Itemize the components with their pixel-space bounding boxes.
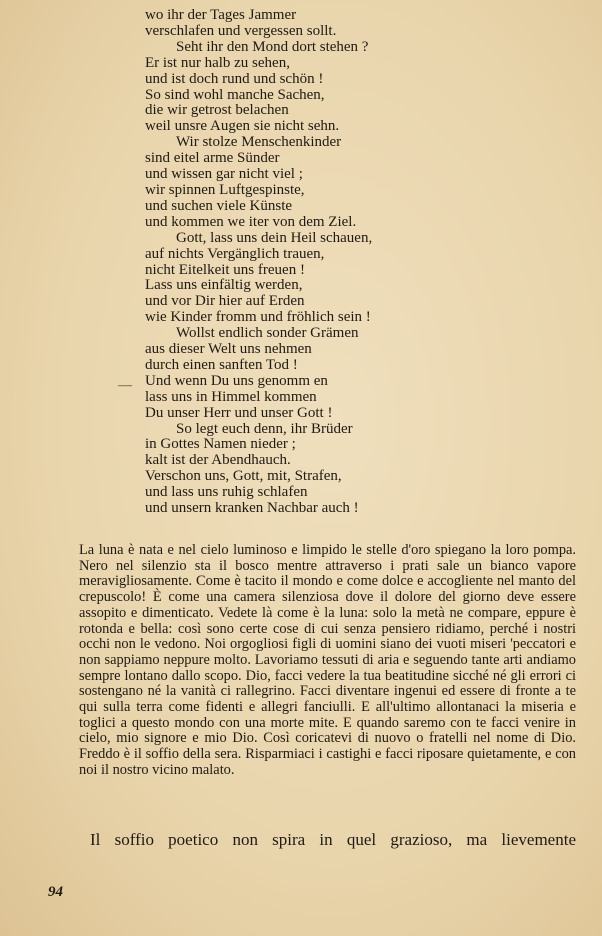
poem-line: wie Kinder fromm und fröhlich sein ! bbox=[145, 309, 371, 326]
poem-line: Du unser Herr und unser Gott ! bbox=[145, 404, 333, 421]
poem-line: Wir stolze Menschenkinder bbox=[176, 134, 342, 151]
poem-line: und lass uns ruhig schlafen bbox=[145, 484, 308, 501]
poem-line: Verschon uns, Gott, mit, Strafen, bbox=[145, 468, 342, 485]
poem-line: und ist doch rund und schön ! bbox=[145, 70, 324, 87]
poem-line: auf nichts Vergänglich trauen, bbox=[145, 245, 325, 262]
poem-line: aus dieser Welt uns nehmen bbox=[145, 341, 312, 358]
poem-line: durch einen sanften Tod ! bbox=[145, 356, 298, 373]
poem-line: Lass uns einfältig werden, bbox=[145, 277, 303, 294]
poem-line: und suchen viele Künste bbox=[145, 197, 293, 214]
poem-line: die wir getrost belachen bbox=[145, 102, 289, 119]
poem-line: Und wenn Du uns genomm en bbox=[145, 372, 328, 389]
poem-line: wo ihr der Tages Jammer bbox=[145, 7, 297, 23]
poem-line: in Gottes Namen nieder ; bbox=[145, 436, 296, 453]
poem-line: kalt ist der Abendhauch. bbox=[145, 452, 291, 469]
poem-line: Wollst endlich sonder Grämen bbox=[176, 325, 359, 342]
poem-line: und vor Dir hier auf Erden bbox=[145, 293, 305, 310]
poem-line: Seht ihr den Mond dort stehen ? bbox=[176, 38, 369, 55]
poem-line: lass uns in Himmel kommen bbox=[145, 388, 317, 405]
poem-line: So legt euch denn, ihr Brüder bbox=[176, 420, 353, 437]
page-number: 94 bbox=[48, 884, 63, 900]
poem-line: und wissen gar nicht viel ; bbox=[145, 166, 303, 183]
poem-line: sind eitel arme Sünder bbox=[145, 150, 280, 167]
margin-dash-mark: — bbox=[118, 378, 132, 393]
closing-sentence: Il soffio poetico non spira in quel grazioso, ma lievemente bbox=[90, 830, 576, 849]
poem-line: wir spinnen Luftgespinste, bbox=[145, 181, 305, 198]
poem-line: nicht Eitelkeit uns freuen ! bbox=[145, 261, 305, 278]
poem-line: und unsern kranken Nachbar auch ! bbox=[145, 500, 359, 517]
poem-line: So sind wohl manche Sachen, bbox=[145, 86, 325, 103]
poem-line: weil unsre Augen sie nicht sehn. bbox=[145, 118, 340, 135]
poem-block bbox=[145, 8, 445, 517]
prose-translation bbox=[79, 543, 576, 779]
poem-line: Gott, lass uns dein Heil schauen, bbox=[176, 229, 373, 246]
poem-line: Er ist nur halb zu sehen, bbox=[145, 54, 290, 71]
poem-line: verschlafen und vergessen sollt. bbox=[145, 22, 337, 39]
poem-line: und kommen we iter von dem Ziel. bbox=[145, 213, 357, 230]
prose-paragraph: La luna è nata e nel cielo luminoso e limpido le stelle d'oro spiegano la loro pompa. Nero nel silenzio sta il bosco mentre attraverso i prati sale un bianco vapore meravigliosamente. Come è tacito il mondo e come dolce e accogliente nel manto del crepuscolo! È come una camera silenziosa dove il dolore del giorno deve essere assopito e dimenticato. Vedete là come è la luna: solo la metà ne compare, eppure è rotonda e bella: così sono certe cose di cui senza pensiero ridiamo, perché i nostri occhi non le vedono. Noi orgogliosi figli di uomini siano dei vuoti miseri 'peccatori e non sappiamo neppure molto. Lavoriamo tessuti di aria e seguendo tante arti andiamo sempre lontano dallo scopo. Dio, facci vedere la tua beatitudine sicché né gli errori ci sostengano né la vanità ci rallegrino. Facci diventare ingenui ed essere di fronte a te qui sulla terra come fidenti e allegri fanciulli. E all'ultimo allontanaci la miseria e toglici a questo mondo con una morte mite. E quando saremo con te facci venire in cielo, mio signore e mio Dio. Così coricatevi di nuovo o fratelli nel nome di Dio. Freddo è il soffio della sera. Risparmiaci i castighi e facci riposare quietamente, e con noi il nostro vicino malato. bbox=[79, 542, 576, 778]
